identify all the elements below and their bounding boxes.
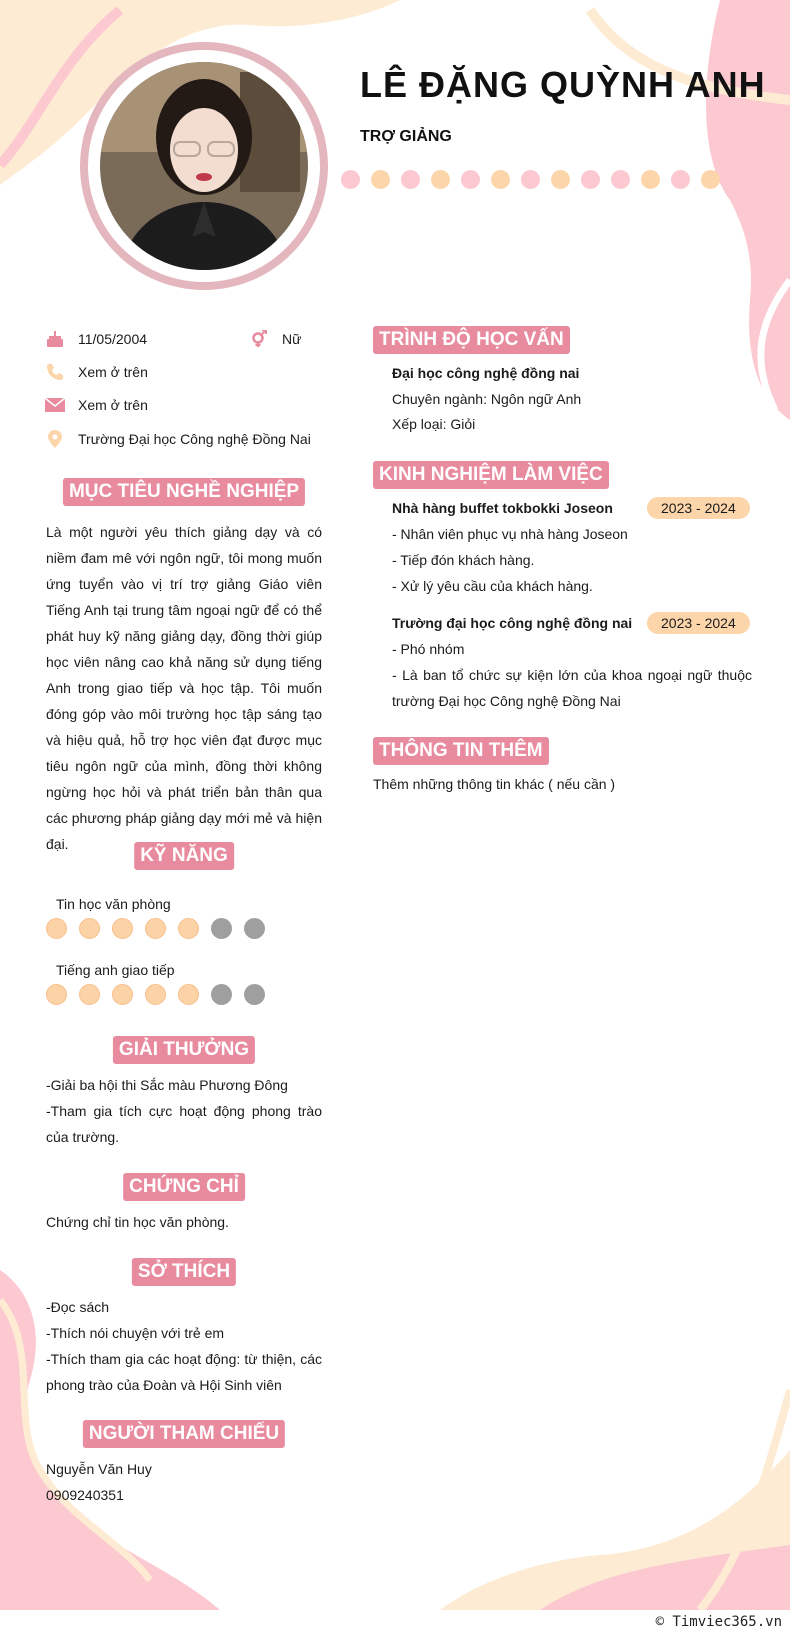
- rating-dot-empty: [211, 984, 232, 1005]
- decorative-dots: [341, 170, 720, 189]
- top-right-blob: [706, 0, 790, 420]
- email-row: [44, 394, 148, 416]
- education-school: Đại học công nghệ đồng nai: [392, 365, 580, 381]
- candidate-name: LÊ ĐẶNG QUỲNH ANH: [360, 64, 766, 105]
- experience-heading: KINH NGHIỆM LÀM VIỆC: [373, 461, 609, 489]
- dot: [401, 170, 420, 189]
- dot: [641, 170, 660, 189]
- experience-period: 2023 - 2024: [647, 497, 750, 519]
- location-pin-icon: [44, 428, 66, 450]
- reference-phone: 0909240351: [46, 1487, 124, 1503]
- birthday-value: 11/05/2004: [78, 331, 148, 347]
- dot: [521, 170, 540, 189]
- envelope-icon: [44, 394, 66, 416]
- rating-dot-filled: [145, 918, 166, 939]
- birthday-row: [44, 328, 147, 350]
- rating-dot-filled: [46, 984, 67, 1005]
- gender-value: Nữ: [282, 331, 302, 347]
- gender-row: [248, 328, 301, 350]
- job-title: TRỢ GIẢNG: [360, 128, 452, 145]
- phone-icon: [44, 361, 66, 383]
- objective-text: Là một người yêu thích giảng dạy và có niềm đam mê với ngôn ngữ, tôi mong muốn ứng tuyển vào vị trí trợ giảng Giáo viên Tiếng Anh tại trung tâm ngoại ngữ để có thể phát huy kỹ năng giảng dạy, đồng thời giúp học viên nâng cao khả năng sử dụng tiếng Anh trong giao tiếp và học tập. Tôi muốn đóng góp vào môi trường học tập sáng tạo và hiệu quả, hỗ trợ học viên đạt được mục tiêu ngôn ngữ của mình, đồng thời không ngừng học hỏi và phát triển bản thân qua các phương pháp giảng dạy mới mẻ và hiện đại.: [46, 524, 322, 852]
- avatar-illustration: [100, 62, 308, 270]
- hobbies-heading: SỞ THÍCH: [132, 1258, 236, 1286]
- skills-heading: KỸ NĂNG: [134, 842, 234, 870]
- hobby-item: -Thích nói chuyện với trẻ em: [46, 1325, 225, 1341]
- reference-name: Nguyễn Văn Huy: [46, 1461, 152, 1477]
- gender-icon: [248, 328, 270, 350]
- experience-task: - Tiếp đón khách hàng.: [392, 552, 535, 568]
- skill-rating: [46, 984, 265, 1005]
- rating-dot-empty: [244, 918, 265, 939]
- hobby-item: -Thích tham gia các hoạt động: từ thiện, các phong trào của Đoàn và Hội Sinh viên: [46, 1351, 322, 1393]
- dot: [611, 170, 630, 189]
- rating-dot-filled: [178, 918, 199, 939]
- certificates-heading: CHỨNG CHỈ: [123, 1173, 245, 1201]
- skill-name: Tiếng anh giao tiếp: [56, 962, 175, 978]
- education-major: Chuyên ngành: Ngôn ngữ Anh: [392, 391, 582, 407]
- experience-task: - Phó nhóm: [392, 641, 465, 657]
- rating-dot-empty: [211, 918, 232, 939]
- dot: [431, 170, 450, 189]
- dot: [371, 170, 390, 189]
- dot: [461, 170, 480, 189]
- footer-brand: © Timviec365.vn: [655, 1614, 782, 1630]
- dot: [491, 170, 510, 189]
- education-rank: Xếp loại: Giỏi: [392, 416, 476, 432]
- address-value: Trường Đại học Công nghệ Đồng Nai: [78, 431, 311, 447]
- skill-name: Tin học văn phòng: [56, 896, 171, 912]
- education-heading: TRÌNH ĐỘ HỌC VẤN: [373, 326, 570, 354]
- certificate-item: Chứng chỉ tin học văn phòng.: [46, 1214, 229, 1230]
- hobby-item: -Đọc sách: [46, 1299, 110, 1315]
- rating-dot-empty: [244, 984, 265, 1005]
- rating-dot-filled: [145, 984, 166, 1005]
- experience-task: - Xử lý yêu cầu của khách hàng.: [392, 578, 593, 594]
- email-value: Xem ở trên: [78, 397, 148, 413]
- rating-dot-filled: [112, 918, 133, 939]
- address-row: [44, 428, 311, 450]
- experience-company: Nhà hàng buffet tokbokki Joseon: [392, 500, 613, 516]
- skill-rating: [46, 918, 265, 939]
- experience-task: - Nhân viên phục vụ nhà hàng Joseon: [392, 526, 628, 542]
- phone-row: [44, 361, 148, 383]
- extra-info-heading: THÔNG TIN THÊM: [373, 737, 549, 765]
- objective-heading: MỤC TIÊU NGHỀ NGHIỆP: [63, 478, 305, 506]
- cake-icon: [44, 328, 66, 350]
- experience-company: Trường đại học công nghệ đồng nai: [392, 615, 633, 631]
- dot: [701, 170, 720, 189]
- dot: [341, 170, 360, 189]
- experience-task: - Là ban tổ chức sự kiện lớn của khoa ngoại ngữ thuộc trường Đại học Công nghệ Đồng Nai: [392, 667, 752, 709]
- references-heading: NGƯỜI THAM CHIẾU: [83, 1420, 285, 1448]
- rating-dot-filled: [46, 918, 67, 939]
- dot: [581, 170, 600, 189]
- experience-period: 2023 - 2024: [647, 612, 750, 634]
- rating-dot-filled: [79, 984, 100, 1005]
- award-item: -Tham gia tích cực hoạt động phong trào của trường.: [46, 1103, 322, 1145]
- awards-heading: GIẢI THƯỞNG: [113, 1036, 255, 1064]
- award-item: -Giải ba hội thi Sắc màu Phương Đông: [46, 1077, 288, 1093]
- extra-info-text: Thêm những thông tin khác ( nếu cần ): [373, 776, 616, 792]
- rating-dot-filled: [178, 984, 199, 1005]
- rating-dot-filled: [112, 984, 133, 1005]
- dot: [551, 170, 570, 189]
- dot: [671, 170, 690, 189]
- phone-value: Xem ở trên: [78, 364, 148, 380]
- avatar-photo: [100, 62, 308, 270]
- rating-dot-filled: [79, 918, 100, 939]
